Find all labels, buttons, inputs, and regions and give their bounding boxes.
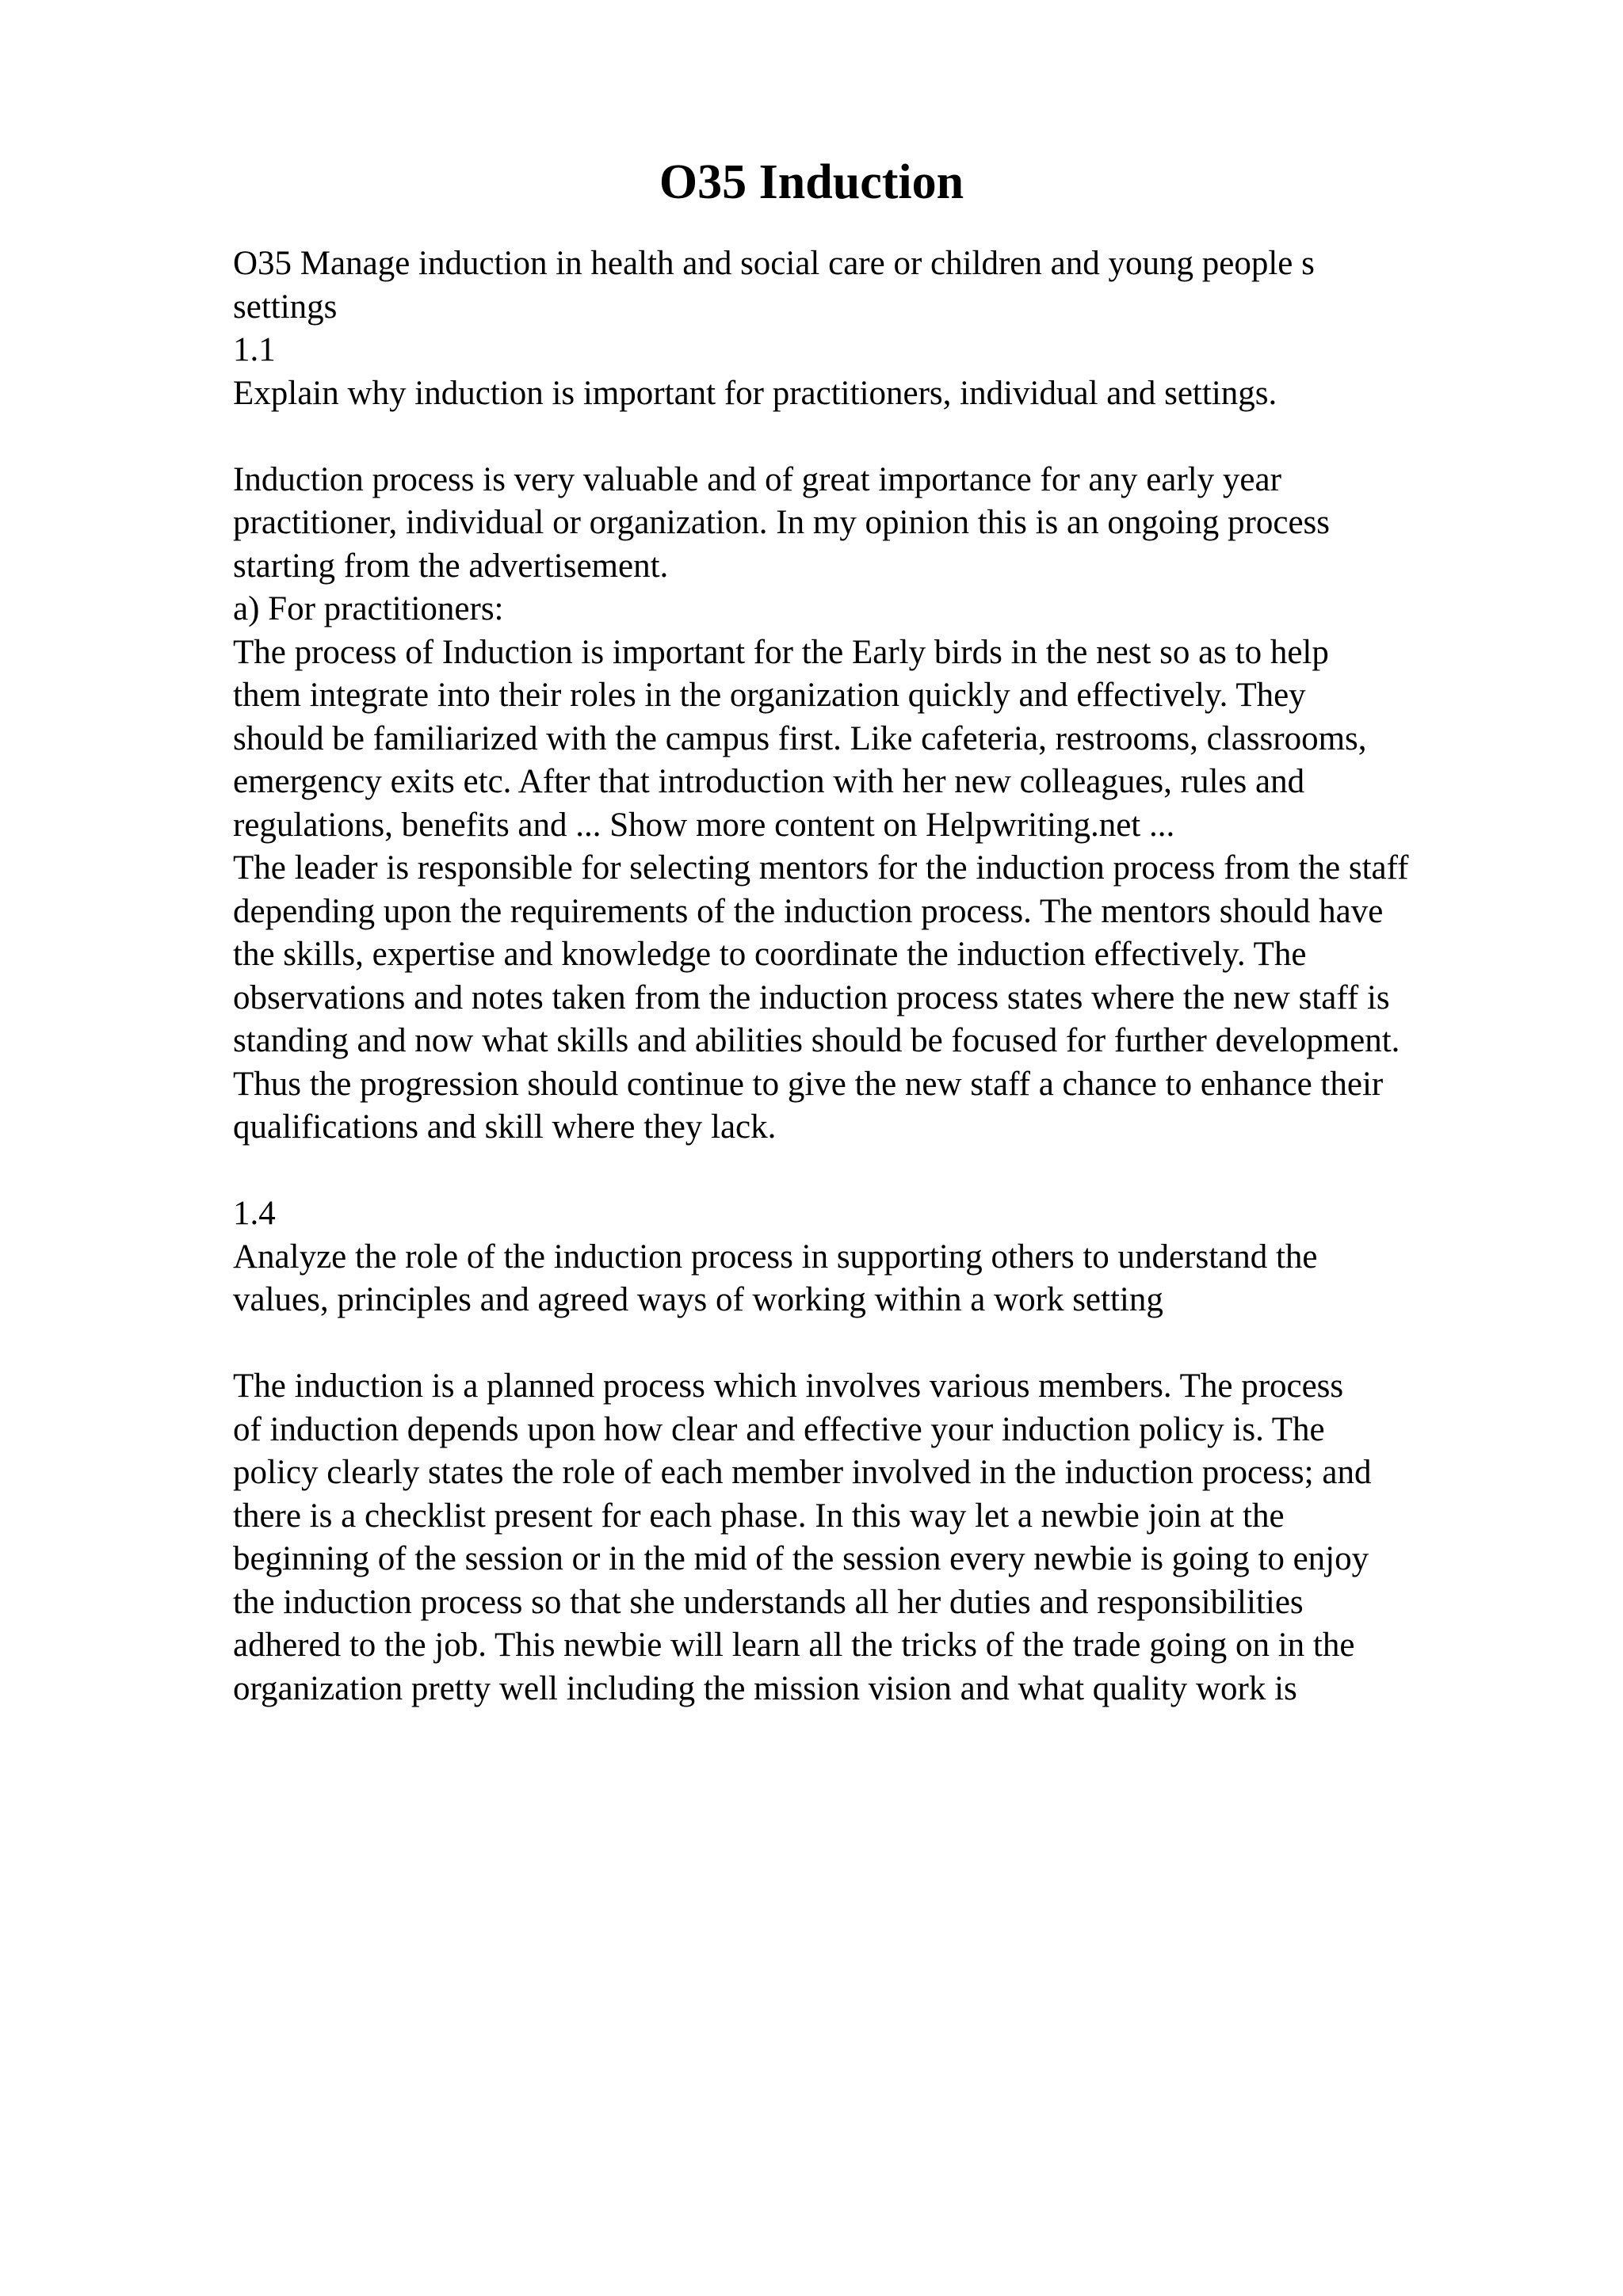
text-line: policy clearly states the role of each member involved in the induction process; and (233, 1454, 1372, 1491)
text-line: The process of Induction is important for the Early birds in the nest so as to help (233, 633, 1329, 671)
blank-line (233, 1150, 1533, 1193)
text-line: there is a checklist present for each phase. In this way let a newbie join at the (233, 1497, 1285, 1535)
text-line: the induction process so that she understands all her duties and responsibilities (233, 1583, 1304, 1621)
text-line: The induction is a planned process which involves various members. The process (233, 1367, 1344, 1405)
text-line: of induction depends upon how clear and effective your induction policy is. The (233, 1410, 1325, 1448)
blank-line (233, 1322, 1533, 1366)
question-text: values, principles and agreed ways of working within a work setting (233, 1281, 1163, 1318)
text-line: the skills, expertise and knowledge to coordinate the induction effectively. The (233, 936, 1307, 973)
text-line: depending upon the requirements of the induction process. The mentors should have (233, 892, 1384, 930)
text-line: Thus the progression should continue to give the new staff a chance to enhance their (233, 1065, 1384, 1103)
text-line: practitioner, individual or organization. In my opinion this is an ongoing process (233, 504, 1330, 541)
question-text: Analyze the role of the induction process in supporting others to understand the (233, 1238, 1318, 1276)
text-line: qualifications and skill where they lack. (233, 1108, 777, 1146)
text-line: O35 Manage induction in health and social care or children and young people s (233, 245, 1315, 282)
subheading: a) For practitioners: (233, 590, 504, 627)
text-line: emergency exits etc. After that introduction with her new colleagues, rules and (233, 763, 1305, 800)
text-line: settings (233, 288, 338, 326)
text-line: adhered to the job. This newbie will learn all the tricks of the trade going on in the (233, 1627, 1355, 1664)
section-number: 1.1 (233, 331, 276, 368)
text-line: organization pretty well including the mission vision and what quality work is (233, 1669, 1297, 1707)
text-line: them integrate into their roles in the organization quickly and effectively. They (233, 677, 1306, 714)
text-line: Induction process is very valuable and of great importance for any early year (233, 460, 1281, 498)
text-line: should be familiarized with the campus first. Like cafeteria, restrooms, classrooms, (233, 719, 1367, 757)
text-line: regulations, benefits and ... Show more content on Helpwriting.net ... (233, 806, 1175, 844)
blank-line (233, 415, 1533, 459)
document-body (233, 242, 1533, 1711)
question-text: Explain why induction is important for practitioners, individual and settings. (233, 374, 1277, 412)
document-title: O35 Induction (659, 155, 964, 209)
text-line: beginning of the session or in the mid of the session every newbie is going to enjoy (233, 1540, 1369, 1577)
text-line: standing and now what skills and abilities should be focused for further development. (233, 1022, 1400, 1059)
text-line: starting from the advertisement. (233, 547, 669, 585)
section-number: 1.4 (233, 1195, 276, 1232)
text-line: The leader is responsible for selecting mentors for the induction process from the staff (233, 849, 1409, 887)
text-line: observations and notes taken from the induction process states where the new staff is (233, 978, 1390, 1016)
